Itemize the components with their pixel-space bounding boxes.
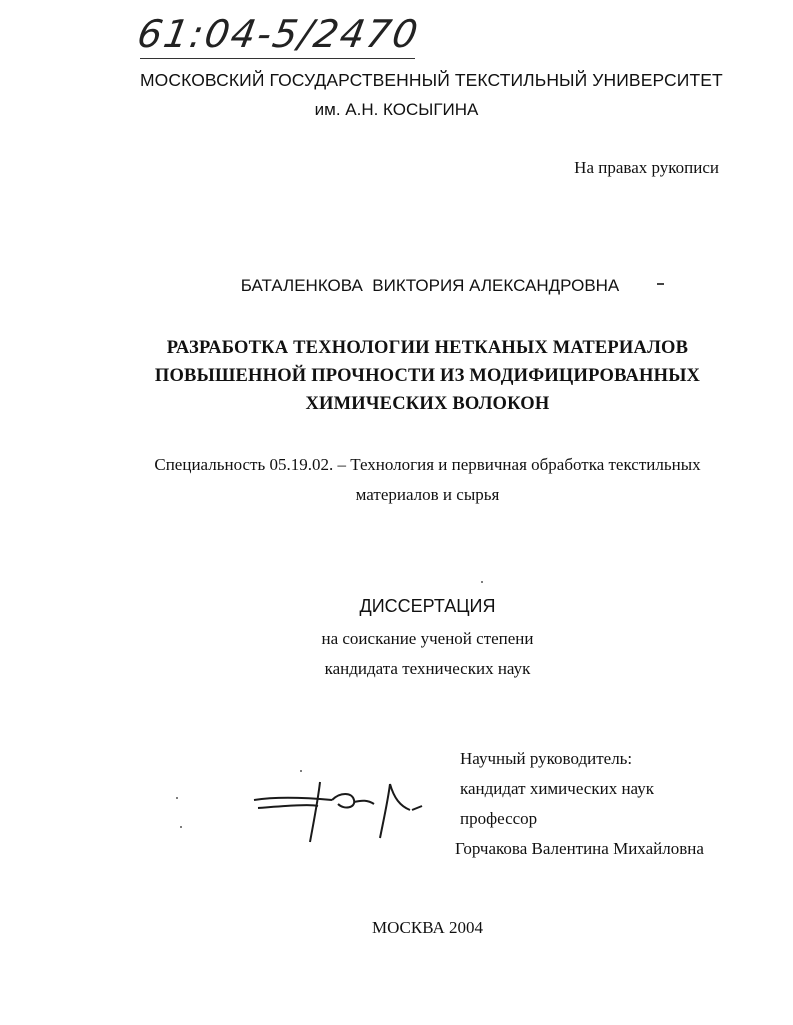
document-type: ДИССЕРТАЦИЯ xyxy=(359,596,496,616)
supervisor-degree: кандидат химических наук xyxy=(460,779,654,798)
archive-number-underline xyxy=(140,58,415,59)
author-name: БАТАЛЕНКОВА ВИКТОРИЯ АЛЕКСАНДРОВНА xyxy=(240,276,620,295)
specialty-line: Специальность 05.19.02. – Технология и первичная обработка текстильных xyxy=(154,455,701,474)
signature-stroke xyxy=(354,801,374,804)
specialty-block xyxy=(0,450,793,510)
supervisor-rank: профессор xyxy=(460,809,538,828)
university-named-after: им. А.Н. КОСЫГИНА xyxy=(314,100,479,119)
university-name: МОСКОВСКИЙ ГОСУДАРСТВЕННЫЙ ТЕКСТИЛЬНЫЙ УНИВЕРСИТЕТ xyxy=(140,70,723,90)
signature-stroke xyxy=(254,798,332,800)
handwritten-signature xyxy=(240,770,430,850)
stray-mark xyxy=(657,283,664,285)
supervisor-block xyxy=(455,744,704,864)
signature-stroke xyxy=(380,784,390,838)
city-year: МОСКВА 2004 xyxy=(371,918,484,937)
degree-line: кандидата технических наук xyxy=(324,659,531,678)
specialty-line: материалов и сырья xyxy=(355,485,500,504)
supervisor-name: Горчакова Валентина Михайловна xyxy=(455,839,704,858)
degree-block xyxy=(0,624,793,684)
archive-number-handwritten: 61:04-5/2470 xyxy=(134,12,423,56)
title-line: РАЗРАБОТКА ТЕХНОЛОГИИ НЕТКАНЫХ МАТЕРИАЛОВ xyxy=(166,338,689,358)
supervisor-label: Научный руководитель: xyxy=(460,749,633,768)
signature-stroke xyxy=(332,794,354,807)
manuscript-rights-note: На правах рукописи xyxy=(574,158,719,177)
signature-stroke xyxy=(412,806,422,810)
paper-speck xyxy=(481,581,483,583)
signature-stroke xyxy=(258,805,318,808)
paper-speck xyxy=(176,797,178,799)
signature-stroke xyxy=(310,782,320,842)
paper-speck xyxy=(300,770,302,772)
title-line: ПОВЫШЕННОЙ ПРОЧНОСТИ ИЗ МОДИФИЦИРОВАННЫХ xyxy=(154,366,701,386)
paper-speck xyxy=(180,826,182,828)
signature-stroke xyxy=(390,784,410,810)
dissertation-title xyxy=(0,334,793,418)
degree-line: на соискание ученой степени xyxy=(321,629,534,648)
title-line: ХИМИЧЕСКИХ ВОЛОКОН xyxy=(305,394,550,414)
